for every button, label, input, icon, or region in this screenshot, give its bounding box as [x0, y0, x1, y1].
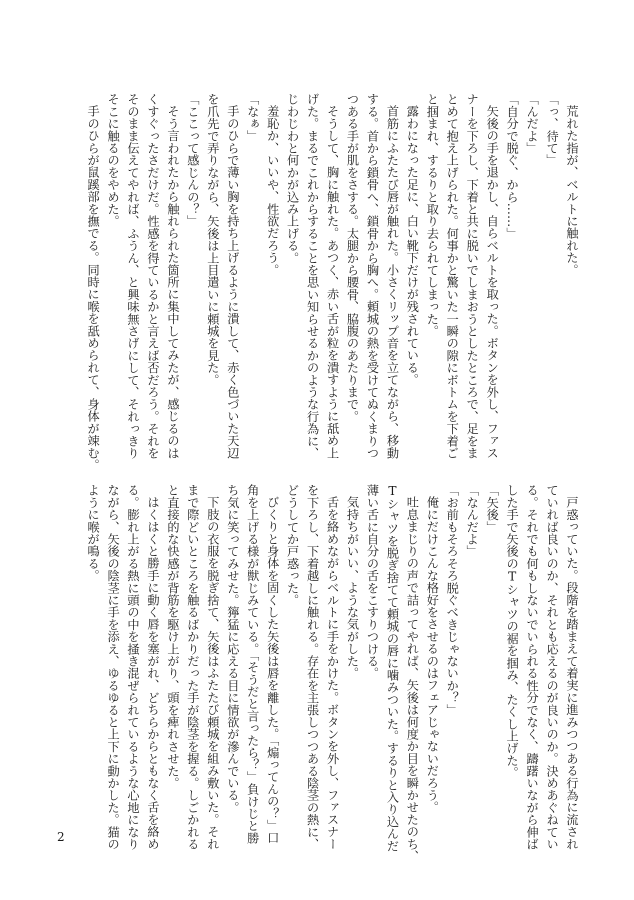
text-line: る。膨れ上がる熱に頭の中を掻き混ぜられているような心地になり	[126, 484, 141, 850]
text-line: する。首から鎖骨へ、鎖骨から胸へ。頼城の熱を受けてぬくまりつ	[365, 93, 380, 459]
text-line: そこに触るのをやめた。	[106, 93, 121, 228]
text-line: ように喉が鳴る。	[86, 484, 101, 582]
text-line: 露わになった足に、白い靴下だけが残されている。	[405, 105, 420, 386]
text-line: ながら、矢後の陰茎に手を添え、ゆるゆると上下に動かした。猫の	[106, 484, 121, 850]
text-line: 気持ちがいい、ような気がした。	[345, 496, 360, 680]
text-line: を下ろし、下着越しに触れる。存在を主張しつつある陰茎の熱に、	[305, 484, 320, 850]
text-line: じわじわと何かが込み上げる。	[285, 93, 300, 264]
text-line: 首筋にふたたび唇が触れた。小さくリップ音を立てながら、移動	[385, 105, 400, 459]
text-line: 吐息まじりの声で詰ってやれば、矢後は何度か目を瞬かせたのち、	[405, 496, 420, 863]
text-line: 薄い舌に自分の舌をこすりつける。	[365, 484, 380, 680]
text-line: どうしてか戸惑った。	[285, 484, 300, 606]
text-line: 「っ、待て」	[545, 93, 560, 167]
text-line: 荒れた指が、ベルトに触れた。	[565, 105, 579, 276]
text-line: そう言われたから触れられた箇所に集中してみたが、感じるのは	[165, 105, 180, 459]
text-line: る。それでも何もしないでいられる性分でなく、躊躇いながら伸ば	[525, 484, 540, 850]
text-line: 矢後の手を退かし、自らベルトを取った。ボタンを外し、ファス	[485, 105, 500, 459]
text-line: 「なんだよ」	[465, 484, 480, 558]
text-line: 羞恥か、いいや、性欲だろう。	[265, 105, 280, 276]
text-line: 「矢後」	[485, 484, 500, 533]
text-line: 「ここって感じんの？」	[185, 93, 200, 228]
text-line: くすぐったさだけだ。性感を得ているかと言えば否だろう。それを	[145, 93, 160, 459]
text-line: 下肢の衣服を脱ぎ捨て、矢後はふたたび頼城を組み敷いた。それ	[205, 496, 220, 850]
text-line: まで際どいところを触るばかりだった手が陰茎を握る。しごかれる	[185, 484, 200, 850]
text-line: と掴まれ、するりと取り去られてしまった。	[425, 93, 440, 337]
text-line: 角を上げる様が獣じみている。「そうだと言ったら？」負けじと勝	[245, 484, 260, 844]
text-line: 「自分で脱ぐ、から……」	[505, 93, 520, 240]
text-line: 手のひらで薄い胸を持ち上げるように潰して、赤く色づいた天辺	[225, 105, 240, 459]
lower-text-tier	[82, 484, 581, 863]
text-line: そのまま伝えてやれば、ふうん、と興味無さげにして、それっきり	[126, 93, 141, 459]
text-line: びくりと身体を固くした矢後は唇を離した。「煽ってんの？」口	[265, 496, 280, 844]
text-line: ち気に笑ってみせた。獰猛に応える目に情欲が滲んでいる。	[225, 484, 240, 814]
text-line: そうして、胸に触れた。あつく、赤い舌が粒を潰すように舐め上	[325, 105, 340, 459]
text-line: を爪先で弄りながら、矢後は上目遣いに頼城を見た。	[205, 93, 220, 386]
text-line: 「んだよ」	[525, 93, 540, 154]
upper-text-tier	[82, 93, 581, 472]
text-line: げた。まるでこれからすることを思い知らせるかのような行為に、	[305, 93, 320, 459]
text-line: 戸惑っていた。段階を踏まえて着実に進みつつある行為に流され	[565, 496, 579, 850]
page-number: 2	[57, 830, 65, 844]
text-line: 「なぁ」	[245, 93, 260, 142]
text-line: 俺にだけこんな格好をさせるのはフェアじゃないだろう。	[425, 496, 440, 814]
text-line: 手のひらが鼠蹊部を撫でる。同時に喉を舐められて、身体が竦む。	[86, 105, 101, 472]
text-line: はくはくと勝手に動く唇を塞がれ、どちらからともなく舌を絡め	[145, 496, 160, 850]
text-line: Tシャツを脱ぎ捨てて頼城の唇に噛みついた。するりと入り込んだ	[385, 484, 400, 852]
text-line: ナーを下ろし、下着と共に脱いでしまおうとしたところで、足をま	[465, 93, 480, 459]
text-line: した手で矢後のTシャツの裾を掴み、たくし上げた。	[505, 484, 520, 779]
text-line: ていれば良いのか、それとも応えるのが良いのか。決めあぐねてい	[545, 484, 560, 850]
text-line: 舌を絡めながらベルトに手をかけた。ボタンを外し、ファスナー	[325, 496, 340, 850]
text-line: つある手が肌をさする。太腿から腰骨、脇腹のあたりまで。	[345, 93, 360, 423]
text-line: とめて抱え上げられた。何事かと驚いた一瞬の隙にボトムを下着ご	[445, 93, 460, 459]
text-line: 「お前もそろそろ脱ぐべきじゃないか？」	[445, 484, 460, 716]
text-line: と直接的な快感が背筋を駆け上がり、頭を痺れさせた。	[165, 484, 180, 789]
